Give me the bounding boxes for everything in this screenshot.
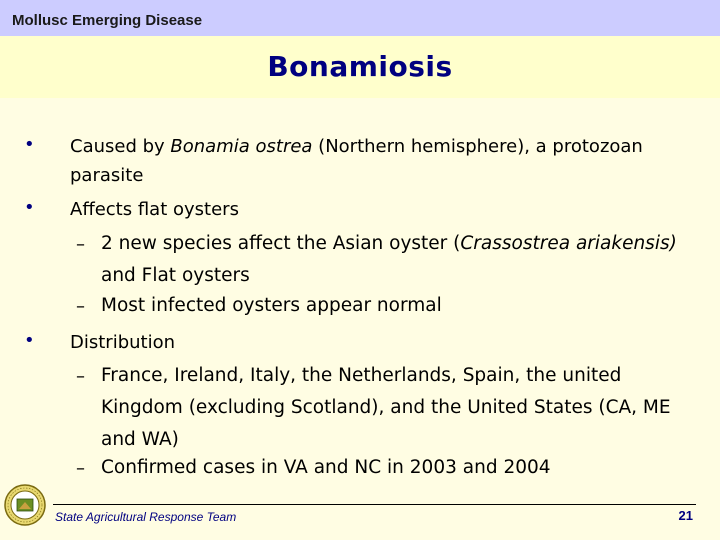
sub-bullet-1	[101, 228, 686, 292]
sub-bullet-2: Most infected oysters appear normal	[101, 295, 442, 316]
bullet-marker: •	[24, 134, 35, 155]
bullet-2: Affects flat oysters	[70, 199, 239, 220]
bullet-marker: •	[24, 197, 35, 218]
sart-seal-icon	[4, 484, 46, 526]
sub-bullet-4: Confirmed cases in VA and NC in 2003 and 2004	[101, 457, 551, 478]
sub-bullet-dash: –	[76, 234, 85, 255]
bullet-1-part-3: (Northern hemisphere), a protozoan parasite	[70, 136, 643, 186]
bullet-1-part-1: Caused by	[70, 136, 171, 157]
bullet-1	[70, 132, 680, 190]
footer-rule	[53, 504, 696, 505]
slide-content	[0, 128, 720, 478]
sub-bullet-1-part-1: 2 new species affect the Asian oyster (	[101, 233, 461, 254]
footer-organization: State Agricultural Response Team	[55, 510, 237, 524]
slide-title: Bonamiosis	[267, 50, 453, 83]
bullet-3: Distribution	[70, 332, 176, 353]
top-title: Mollusc Emerging Disease	[12, 12, 203, 29]
sub-bullet-1-part-2: Crassostrea ariakensis)	[460, 233, 677, 254]
bullet-marker: •	[24, 330, 35, 351]
page-number: 21	[678, 508, 693, 523]
sub-bullet-dash: –	[76, 366, 85, 387]
bullet-1-part-2: Bonamia ostrea	[170, 136, 313, 157]
sub-bullet-1-part-3: and Flat oysters	[101, 265, 250, 286]
sub-bullet-3: France, Ireland, Italy, the Netherlands, Spain, the united Kingdom (excluding Scotland), and the United States (CA, ME and WA)	[101, 365, 671, 450]
sub-bullet-dash: –	[76, 296, 85, 317]
sub-bullet-dash: –	[76, 458, 85, 479]
